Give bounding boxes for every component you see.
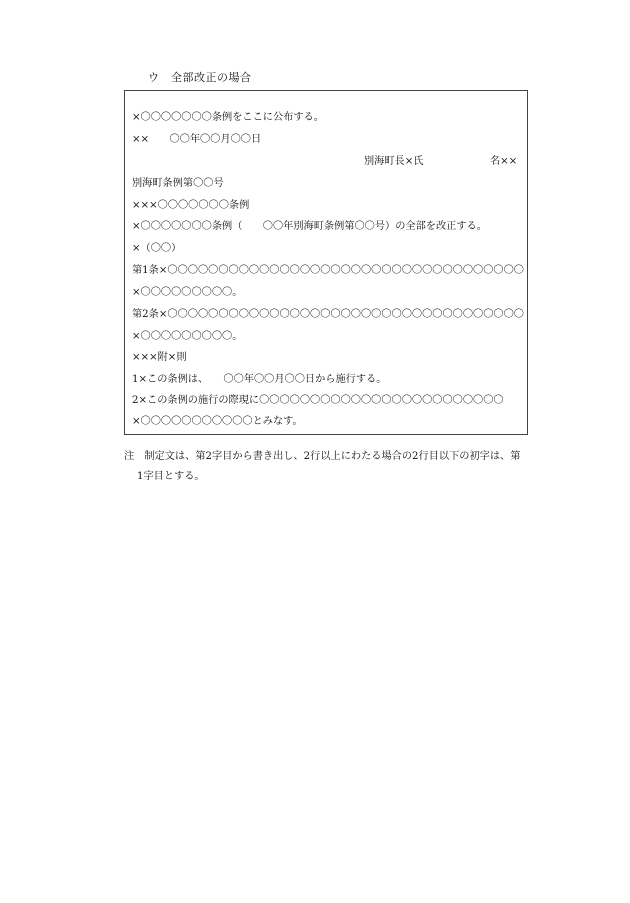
supplementary-item-2-continuation: ×〇〇〇〇〇〇〇〇〇〇〇とみなす。	[132, 416, 303, 427]
date-line: ×× 〇〇年〇〇月〇〇日	[132, 134, 262, 145]
article-1-continuation: ×〇〇〇〇〇〇〇〇〇。	[132, 287, 243, 298]
caption-line: ×（〇〇）	[132, 243, 182, 254]
mayor-signature-left: 別海町長×氏	[364, 156, 424, 167]
promulgation-line: ×〇〇〇〇〇〇〇条例をここに公布する。	[132, 112, 324, 123]
note-line-1: 注 制定文は、第2字目から書き出し、2行以上にわたる場合の2行目以下の初字は、第	[124, 451, 521, 462]
article-2-line: 第2条×〇〇〇〇〇〇〇〇〇〇〇〇〇〇〇〇〇〇〇〇〇〇〇〇〇〇〇〇〇〇〇〇〇〇〇	[132, 309, 524, 320]
mayor-signature-right: 名××	[490, 156, 518, 167]
ordinance-number-line: 別海町条例第〇〇号	[132, 178, 224, 189]
note-line-2: 1字目とする。	[137, 471, 205, 482]
note-paragraph	[124, 447, 528, 487]
supplementary-provisions-heading: ×××附×則	[132, 352, 187, 363]
supplementary-item-2: 2×この条例の施行の際現に〇〇〇〇〇〇〇〇〇〇〇〇〇〇〇〇〇〇〇〇〇〇〇〇	[132, 395, 504, 406]
article-1-line: 第1条×〇〇〇〇〇〇〇〇〇〇〇〇〇〇〇〇〇〇〇〇〇〇〇〇〇〇〇〇〇〇〇〇〇〇〇	[132, 265, 524, 276]
section-heading: ウ 全部改正の場合	[148, 71, 252, 84]
enactment-clause-line: ×〇〇〇〇〇〇〇条例（ 〇〇年別海町条例第〇〇号）の全部を改正する。	[132, 221, 487, 232]
ordinance-example-box	[124, 90, 528, 435]
ordinance-title-line: ×××〇〇〇〇〇〇〇条例	[132, 200, 250, 211]
article-2-continuation: ×〇〇〇〇〇〇〇〇〇。	[132, 331, 243, 342]
supplementary-item-1: 1×この条例は、 〇〇年〇〇月〇〇日から施行する。	[132, 374, 387, 385]
